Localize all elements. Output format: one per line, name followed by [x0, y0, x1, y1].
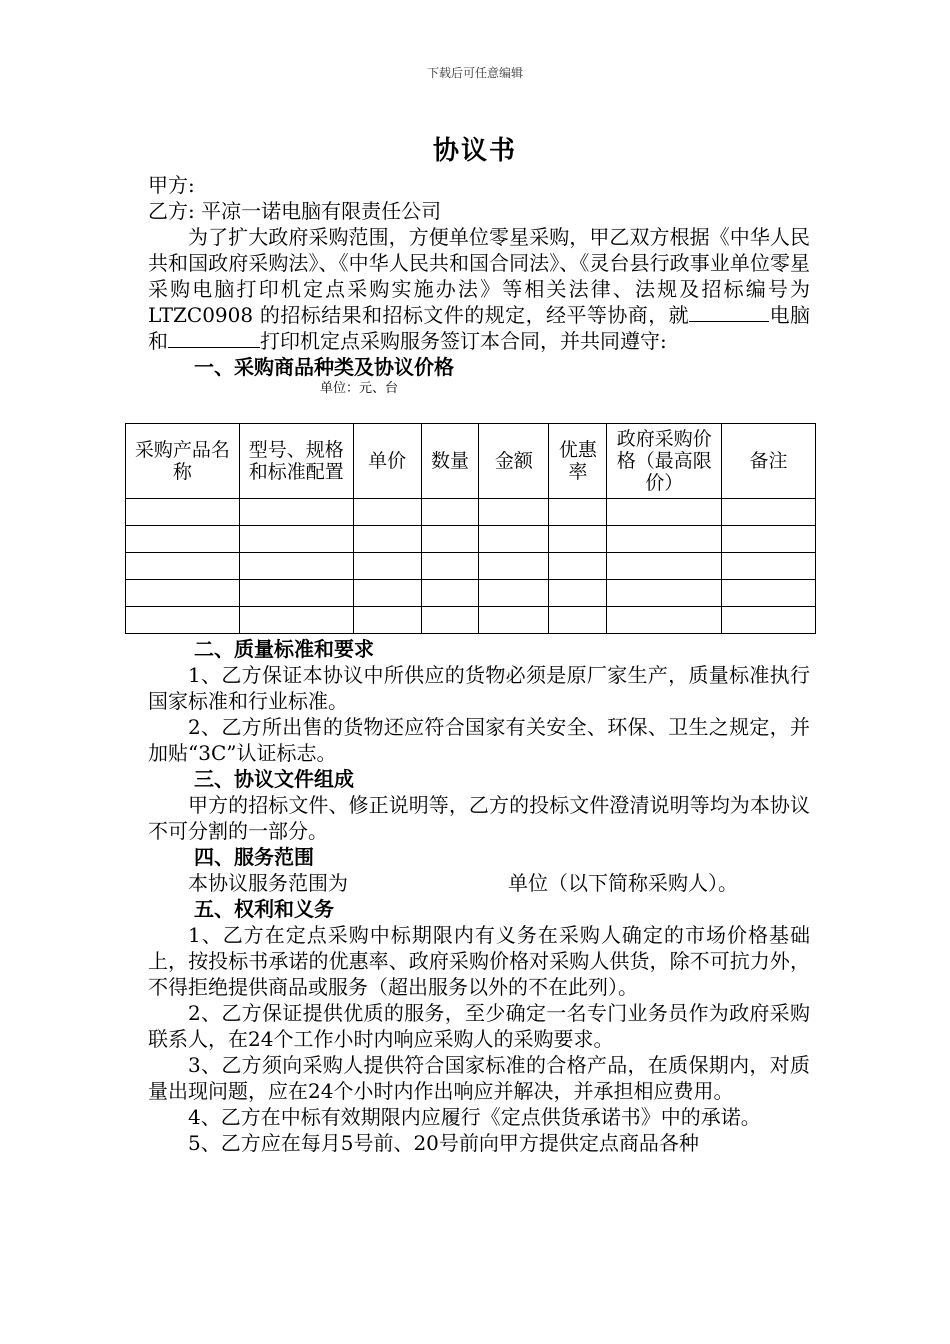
- intro-text-2: 电脑和: [148, 303, 811, 353]
- header-note: 下载后可任意编辑: [426, 66, 523, 80]
- document-body-continued: [148, 636, 810, 1156]
- section-4-heading: 四、服务范围: [194, 845, 314, 869]
- unit-label: 单位：元、台: [320, 381, 399, 396]
- section-5-heading: 五、权利和义务: [194, 897, 334, 921]
- col-remarks: 备注: [722, 424, 816, 499]
- intro-paragraph: [148, 224, 810, 354]
- table-header-row: [126, 424, 816, 499]
- price-table: [125, 423, 816, 634]
- col-product-name: 采购产品名称: [126, 424, 240, 499]
- section-3-heading: 三、协议文件组成: [194, 767, 354, 791]
- blank-field-computer: [689, 303, 769, 322]
- scope-text-2: 单位（以下简称采购人）。: [508, 871, 738, 895]
- table-row: [126, 607, 816, 634]
- party-b-line: 乙方: 平凉一诺电脑有限责任公司: [148, 199, 442, 223]
- col-unit-price: 单价: [353, 424, 421, 499]
- col-quantity: 数量: [421, 424, 479, 499]
- scope-text-1: 本协议服务范围为: [188, 871, 348, 895]
- blank-field-printer: [168, 329, 260, 348]
- section-2-item: 2、乙方所出售的货物还应符合国家有关安全、环保、卫生之规定，并加贴“3C”认证标志。: [148, 715, 810, 765]
- section-5-item: 5、乙方应在每月5号前、20号前向甲方提供定点商品各种: [188, 1131, 699, 1155]
- intro-text-3: 打印机定点采购服务签订本合同，并共同遵守:: [260, 329, 667, 353]
- page-title: 协议书: [432, 136, 517, 166]
- section-1-heading: 一、采购商品种类及协议价格: [194, 355, 454, 379]
- intro-text-1: 为了扩大政府采购范围，方便单位零星采购，甲乙双方根据《中华人民共和国政府采购法》、《中华人民共和国合同法》、《灵台县行政事业单位零星采购电脑打印机定点采购实施办法》等相关法律、法规及招标编号为 LTZC0908 的招标结果和招标文件的规定，经平等协商，就: [148, 225, 810, 327]
- table-row: [126, 499, 816, 526]
- section-5-item: 1、乙方在定点采购中标期限内有义务在采购人确定的市场价格基础上，按投标书承诺的优惠率、政府采购价格对采购人供货，除不可抗力外，不得拒绝提供商品或服务（超出服务以外的不在此列）。: [148, 923, 810, 999]
- section-4-text: [148, 870, 810, 896]
- party-a-line: 甲方:: [148, 173, 195, 197]
- table-row: [126, 553, 816, 580]
- section-2-heading: 二、质量标准和要求: [194, 637, 374, 661]
- section-2-item: 1、乙方保证本协议中所供应的货物必须是原厂家生产，质量标准执行国家标准和行业标准。: [148, 663, 810, 713]
- col-gov-price: 政府采购价格（最高限价）: [607, 424, 722, 499]
- section-5-item: 4、乙方在中标有效期限内应履行《定点供货承诺书》中的承诺。: [188, 1105, 761, 1129]
- document-body: [148, 172, 810, 398]
- section-5-item: 3、乙方须向采购人提供符合国家标准的合格产品，在质保期内，对质量出现问题，应在24个小时内作出响应并解决，并承担相应费用。: [148, 1053, 810, 1103]
- section-3-text: 甲方的招标文件、修正说明等，乙方的投标文件澄清说明等均为本协议不可分割的一部分。: [148, 793, 810, 843]
- col-model-spec: 型号、规格和标准配置: [239, 424, 353, 499]
- section-5-item: 2、乙方保证提供优质的服务，至少确定一名专门业务员作为政府采购联系人，在24个工作小时内响应采购人的采购要求。: [148, 1001, 810, 1051]
- col-discount: 优惠率: [549, 424, 607, 499]
- table-row: [126, 526, 816, 553]
- table-row: [126, 580, 816, 607]
- col-amount: 金额: [479, 424, 549, 499]
